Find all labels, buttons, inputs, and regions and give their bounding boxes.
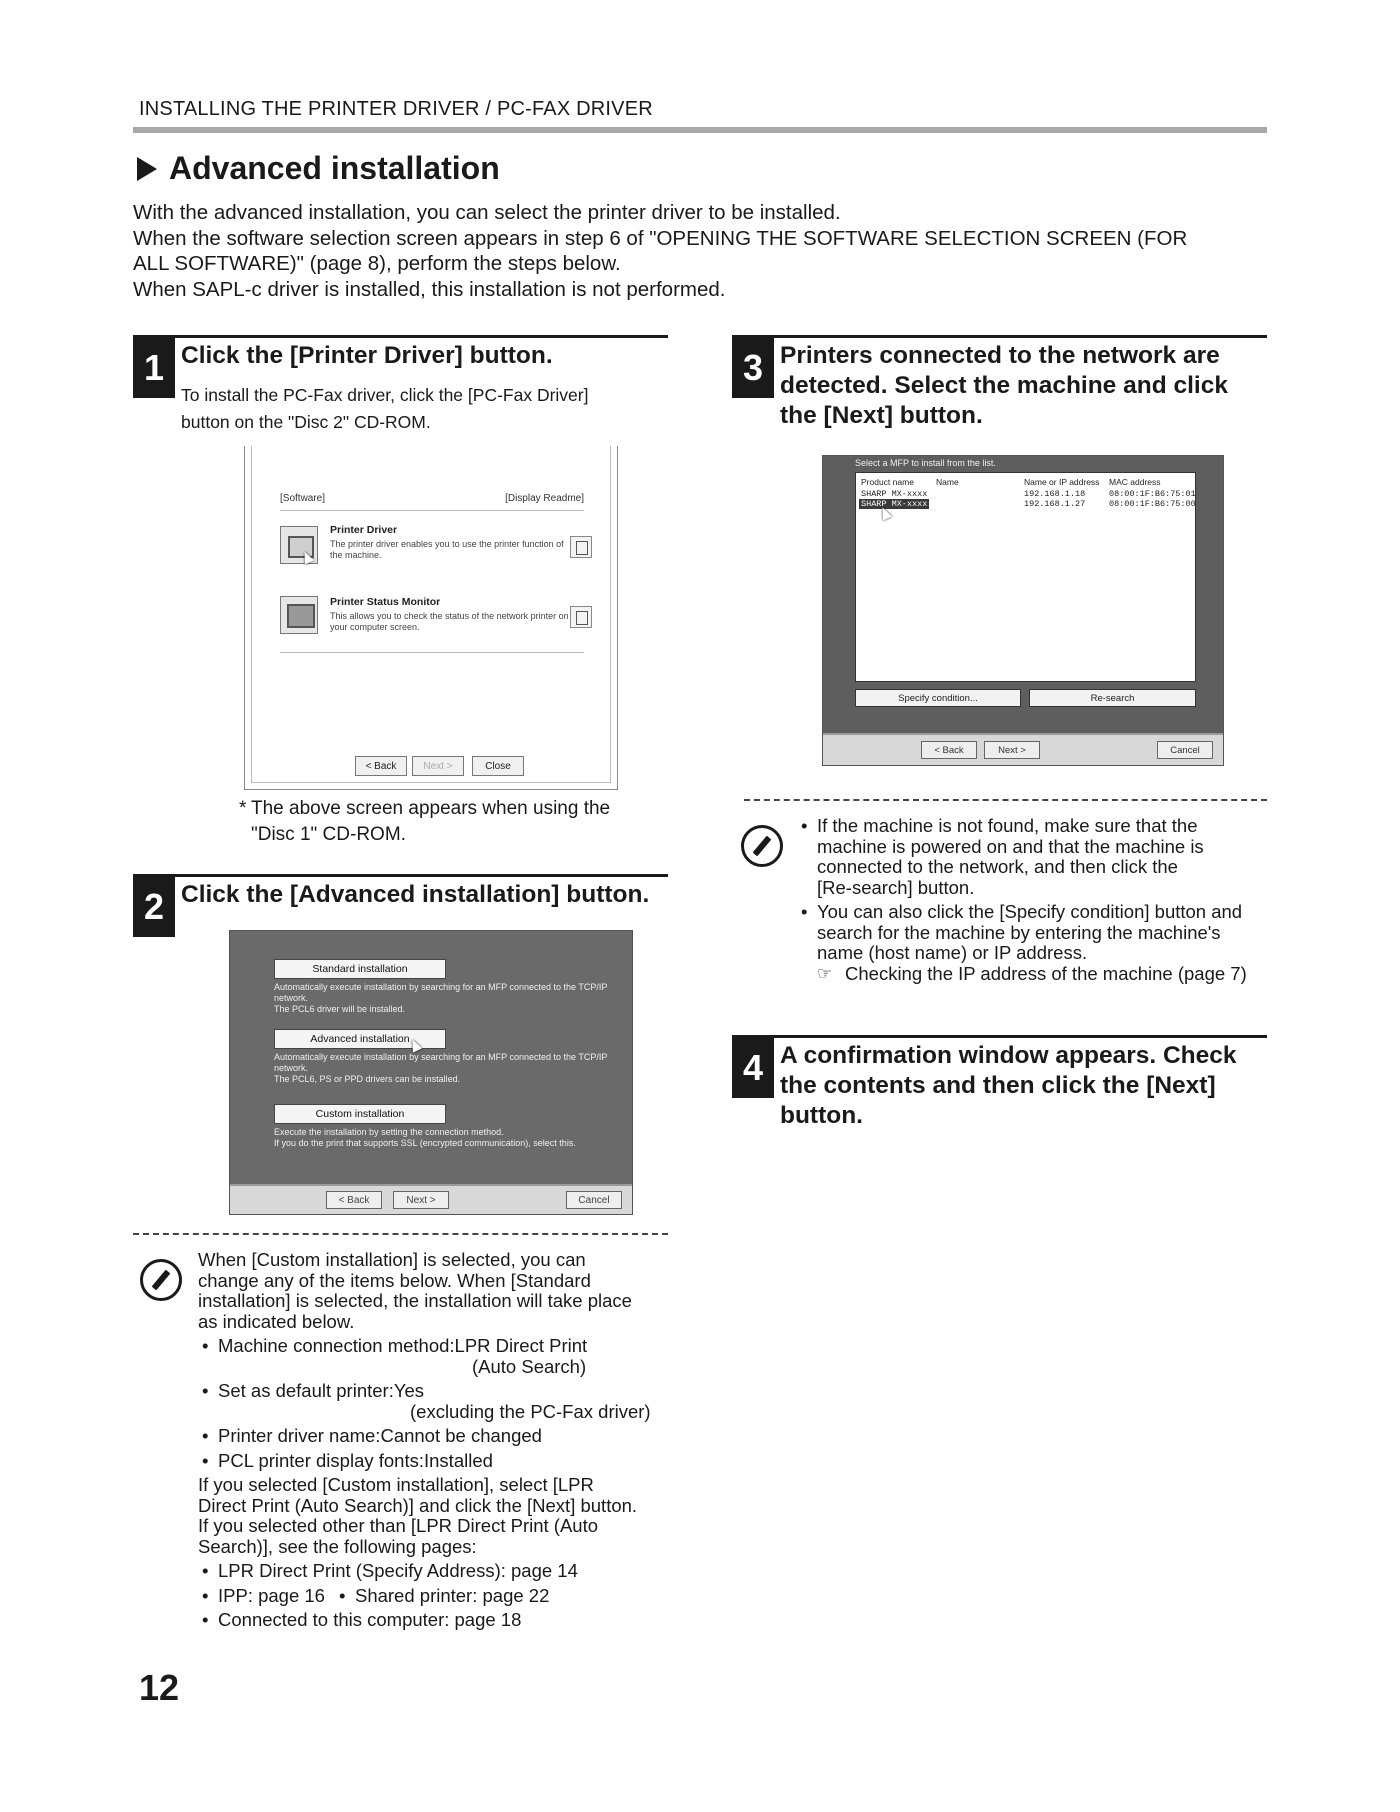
intro-text — [133, 200, 1273, 302]
item-value: LPR Direct Print — [454, 1335, 588, 1356]
note-after-line: Search)], see the following pages: — [198, 1535, 477, 1557]
screen-note-line: "Disc 1" CD-ROM. — [251, 824, 406, 845]
note-line: connected to the network, and then click the — [817, 856, 1178, 877]
printer-driver-name: Printer Driver — [330, 524, 398, 536]
readme-icon[interactable] — [570, 606, 592, 628]
note-divider — [133, 1233, 668, 1235]
status-monitor-text: This allows you to check the status of the network printer on your computer screen. — [330, 611, 569, 632]
page-ref: Connected to this computer: page 18 — [218, 1609, 522, 1630]
step-1-description — [181, 382, 661, 436]
note-line: You can also click the [Specify condition] button and — [817, 901, 1243, 922]
step-3-title-line: Printers connected to the network are — [780, 342, 1220, 369]
screen-note — [239, 796, 629, 848]
column-header[interactable]: Name — [936, 477, 959, 487]
bullet: • — [202, 1380, 209, 1401]
bullet: • — [202, 1609, 209, 1630]
bullet: • — [202, 1335, 209, 1356]
ip-cell: 192.168.1.27 — [1024, 499, 1086, 509]
next-button[interactable]: Next > — [393, 1191, 449, 1209]
list-item-text — [817, 816, 1271, 898]
step-3-title-line: the [Next] button. — [780, 402, 983, 429]
back-button[interactable]: < Back — [355, 756, 407, 776]
right-note — [801, 816, 1271, 988]
pointing-hand-icon: ☞ — [817, 963, 833, 983]
status-monitor-name: Printer Status Monitor — [330, 596, 441, 608]
divider — [280, 652, 584, 653]
note-intro-line: When [Custom installation] is selected, you can — [198, 1249, 586, 1270]
intro-line: ALL SOFTWARE)" (page 8), perform the steps below. — [133, 252, 621, 275]
readme-icon[interactable] — [570, 536, 592, 558]
product-cell-selected: SHARP MX-xxxx — [861, 499, 928, 509]
step-4-rule — [732, 1035, 1267, 1038]
item-value: Yes — [393, 1380, 425, 1401]
screen-note-text — [251, 796, 610, 848]
close-button[interactable]: Close — [472, 756, 524, 776]
column-header[interactable]: Product name — [861, 477, 914, 487]
option-text-line: Automatically execute installation by searching for an MFP connected to the TCP/IP network. — [274, 982, 608, 1003]
note-after — [198, 1475, 668, 1557]
list-item-text — [817, 902, 1271, 984]
step-1-rule — [133, 335, 668, 338]
column-header[interactable]: MAC address — [1109, 477, 1161, 487]
note-line: If the machine is not found, make sure that the — [817, 815, 1198, 836]
note-after-line: If you selected other than [LPR Direct Print (Auto — [198, 1515, 598, 1536]
list-item — [198, 1586, 668, 1607]
ip-cell: 192.168.1.18 — [1024, 489, 1086, 499]
step-1-desc-line: To install the PC-Fax driver, click the [PC-Fax Driver] — [181, 385, 589, 405]
note-line: machine is powered on and that the machine is — [817, 835, 1204, 857]
intro-line: When SAPL-c driver is installed, this installation is not performed. — [133, 277, 726, 301]
step-3-rule — [732, 335, 1267, 338]
dialog-button-bar — [230, 1184, 632, 1214]
bullet: • — [202, 1425, 209, 1446]
page-ref: LPR Direct Print (Specify Address): page 14 — [218, 1560, 578, 1581]
page-reference — [817, 964, 1271, 985]
advanced-installation-button[interactable]: Advanced installation — [274, 1029, 446, 1049]
page-reference-text: Checking the IP address of the machine (page 7) — [845, 962, 1247, 984]
re-search-button[interactable]: Re-search — [1029, 689, 1196, 707]
note-intro-line: as indicated below. — [198, 1310, 355, 1332]
step-4-title-line: A confirmation window appears. Check — [780, 1042, 1237, 1069]
bullet: • — [338, 1584, 346, 1606]
software-selection-screenshot — [244, 446, 618, 790]
triangle-bullet-icon — [137, 157, 157, 181]
list-item — [198, 1561, 668, 1582]
intro-line: When the software selection screen appears in step 6 of "OPENING THE SOFTWARE SELECTION SCREEN (FOR — [133, 226, 1188, 250]
step-4-title-line: button. — [780, 1102, 863, 1129]
asterisk: * — [239, 798, 247, 819]
cancel-button[interactable]: Cancel — [566, 1191, 622, 1209]
option-text-line: Automatically execute installation by searching for an MFP connected to the TCP/IP network. — [274, 1052, 608, 1073]
step-3-title — [780, 341, 1270, 431]
list-item — [801, 902, 1271, 984]
bullet: • — [202, 1560, 209, 1581]
mac-cell: 08:00:1F:B6:75:00 — [1109, 499, 1196, 509]
page-ref: IPP: page 16 — [218, 1584, 325, 1606]
note-pen-icon — [140, 1259, 182, 1301]
bullet: • — [202, 1449, 209, 1471]
dialog-button-bar — [823, 733, 1223, 765]
kv-row — [218, 1381, 668, 1402]
bullet: • — [801, 815, 808, 836]
step-2-rule — [133, 874, 668, 877]
software-label: [Software] — [280, 493, 326, 504]
list-item — [198, 1336, 668, 1377]
step-4-number: 4 — [732, 1038, 774, 1098]
column-header[interactable]: Name or IP address — [1024, 477, 1100, 487]
mfp-list[interactable] — [855, 472, 1196, 682]
step-4-title — [780, 1041, 1270, 1131]
list-item — [198, 1381, 668, 1422]
list-item — [801, 816, 1271, 898]
display-readme-link[interactable]: [Display Readme] — [505, 493, 584, 504]
note-intro — [198, 1250, 668, 1332]
printer-driver-text: The printer driver enables you to use the printer function of the machine. — [330, 539, 564, 560]
custom-installation-button[interactable]: Custom installation — [274, 1104, 446, 1124]
cancel-button[interactable]: Cancel — [1157, 741, 1213, 759]
note-pen-icon — [741, 825, 783, 867]
list-item-text — [218, 1336, 668, 1377]
intro-line: With the advanced installation, you can select the printer driver to be installed. — [133, 201, 841, 224]
bullet: • — [202, 1584, 209, 1606]
item-key: Set as default printer: — [218, 1380, 394, 1401]
screenshot-frame — [251, 446, 611, 783]
status-monitor-icon[interactable] — [280, 596, 318, 634]
next-button[interactable]: Next > — [984, 741, 1040, 759]
kv-row — [218, 1451, 668, 1472]
list-item — [198, 1610, 668, 1631]
back-button[interactable]: < Back — [326, 1191, 382, 1209]
item-value: Installed — [424, 1449, 493, 1471]
standard-installation-text — [274, 982, 624, 1015]
kv-row — [218, 1426, 668, 1447]
note-after-line: Direct Print (Auto Search)] and click the [Next] button. — [198, 1494, 638, 1516]
item-key: Printer driver name: — [218, 1425, 381, 1446]
product-cell: SHARP MX-xxxx — [861, 489, 928, 499]
section-title — [137, 150, 500, 187]
item-key: PCL printer display fonts: — [218, 1449, 424, 1471]
item-value-cont: (excluding the PC-Fax driver) — [410, 1400, 651, 1422]
mac-cell: 08:00:1F:B6:75:01 — [1109, 489, 1196, 499]
page-number: 12 — [139, 1667, 180, 1708]
item-value-cont: (Auto Search) — [472, 1355, 587, 1377]
header-rule — [133, 127, 1267, 133]
note-line: name (host name) or IP address. — [817, 942, 1088, 963]
advanced-installation-text — [274, 1052, 624, 1085]
back-button[interactable]: < Back — [921, 741, 977, 759]
option-text-line: Execute the installation by setting the connection method. — [274, 1127, 504, 1137]
note-line: [Re-search] button. — [817, 876, 975, 898]
page-ref: Shared printer: page 22 — [354, 1584, 550, 1606]
running-head: INSTALLING THE PRINTER DRIVER / PC-FAX DRIVER — [139, 98, 653, 120]
step-3-title-line: detected. Select the machine and click — [780, 372, 1228, 399]
list-item-text — [218, 1381, 668, 1422]
standard-installation-button[interactable]: Standard installation — [274, 959, 446, 979]
note-intro-line: change any of the items below. When [Standard — [198, 1269, 591, 1291]
note-divider — [744, 799, 1267, 801]
note-line: search for the machine by entering the machine's — [817, 921, 1221, 943]
note-after-line: If you selected [Custom installation], select [LPR — [198, 1474, 594, 1495]
option-text-line: The PCL6, PS or PPD drivers can be installed. — [274, 1074, 461, 1084]
section-title-text: Advanced installation — [169, 150, 500, 186]
printer-detection-screenshot — [822, 455, 1224, 766]
installation-type-screenshot — [229, 930, 633, 1215]
step-2-number: 2 — [133, 877, 175, 937]
mfp-list-label: Select a MFP to install from the list. — [855, 458, 996, 468]
list-item — [198, 1451, 668, 1472]
item-value: Cannot be changed — [380, 1425, 542, 1446]
step-2-title: Click the [Advanced installation] button. — [181, 881, 650, 908]
step-3-number: 3 — [732, 338, 774, 398]
kv-row — [218, 1336, 668, 1357]
note-intro-line: installation] is selected, the installation will take place — [198, 1290, 632, 1311]
left-note — [198, 1250, 668, 1635]
option-text-line: If you do the print that supports SSL (encrypted communication), select this. — [274, 1138, 576, 1148]
option-text-line: The PCL6 driver will be installed. — [274, 1004, 406, 1014]
item-key: Machine connection method: — [218, 1335, 455, 1356]
screen-note-row — [239, 796, 629, 848]
next-button[interactable]: Next > — [412, 756, 464, 776]
step-1-number: 1 — [133, 338, 175, 398]
list-item — [198, 1426, 668, 1447]
divider — [280, 510, 584, 511]
step-1-title: Click the [Printer Driver] button. — [181, 342, 553, 369]
screen-note-line: The above screen appears when using the — [251, 798, 611, 819]
specify-condition-button[interactable]: Specify condition... — [855, 689, 1021, 707]
bullet: • — [801, 901, 808, 922]
step-1-desc-line: button on the "Disc 2" CD-ROM. — [181, 412, 431, 432]
custom-installation-text — [274, 1127, 624, 1149]
step-4-title-line: the contents and then click the [Next] — [780, 1072, 1216, 1099]
